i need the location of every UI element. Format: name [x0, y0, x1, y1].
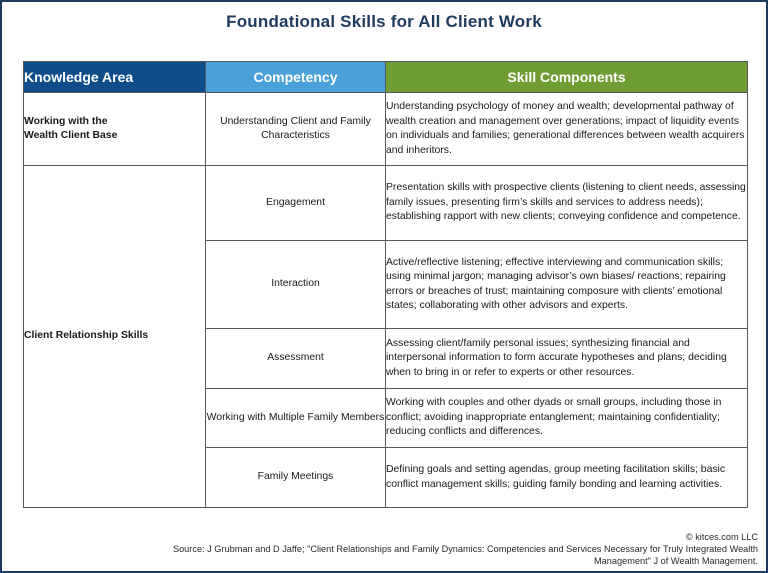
skills-table [23, 61, 748, 508]
table-header-row [24, 62, 748, 93]
page-title: Foundational Skills for All Client Work [226, 12, 542, 31]
competency-cell: Understanding Client and Family Characteristics [206, 93, 386, 166]
skill-components-cell: Working with couples and other dyads or small groups, including those in conflict; avoiding inappropriate entanglement; maintaining confidentiality; reducing conflicts and differences. [386, 389, 748, 448]
skill-components-cell: Understanding psychology of money and wealth; developmental pathway of wealth creation and management over generations; impact of liquidity events on individuals and families; generational differences between wealth acquirers and inheritors. [386, 93, 748, 166]
competency-cell: Assessment [206, 329, 386, 389]
competency-cell: Engagement [206, 166, 386, 241]
knowledge-area-cell: Client Relationship Skills [24, 166, 206, 508]
header-skill-components: Skill Components [386, 62, 748, 93]
table-row [24, 166, 748, 241]
skill-components-cell: Defining goals and setting agendas, group meeting facilitation skills; basic conflict management skills; guiding family bonding and learning activities. [386, 448, 748, 508]
knowledge-area-cell: Working with the Wealth Client Base [24, 93, 206, 166]
competency-cell: Working with Multiple Family Members [206, 389, 386, 448]
header-knowledge-area: Knowledge Area [24, 62, 206, 93]
source-footer [158, 531, 758, 567]
skill-components-cell: Presentation skills with prospective clients (listening to client needs, assessing family issues, presenting firm’s skills and services to address needs); establishing rapport with new clients; conveying confidence and competence. [386, 166, 748, 241]
skill-components-cell: Assessing client/family personal issues; synthesizing financial and interpersonal information to form accurate hypotheses and plans; deciding when to bring in or refer to experts or other resources. [386, 329, 748, 389]
copyright-text: © kitces.com LLC [685, 532, 758, 542]
competency-cell: Family Meetings [206, 448, 386, 508]
header-competency: Competency [206, 62, 386, 93]
skill-components-cell: Active/reflective listening; effective interviewing and communication skills; using minimal jargon; managing advisor’s own biases/ reactions; repairing errors or breaches of trust; maintaining composure with clients’ emotional states; collaborating with other advisors and experts. [386, 241, 748, 329]
competency-cell: Interaction [206, 241, 386, 329]
table-row [24, 93, 748, 166]
source-citation: Source: J Grubman and D Jaffe; "Client Relationships and Family Dynamics: Competencies and Services Necessary for Truly Integrated Wealth Management" J of Wealth Management. [172, 544, 758, 566]
